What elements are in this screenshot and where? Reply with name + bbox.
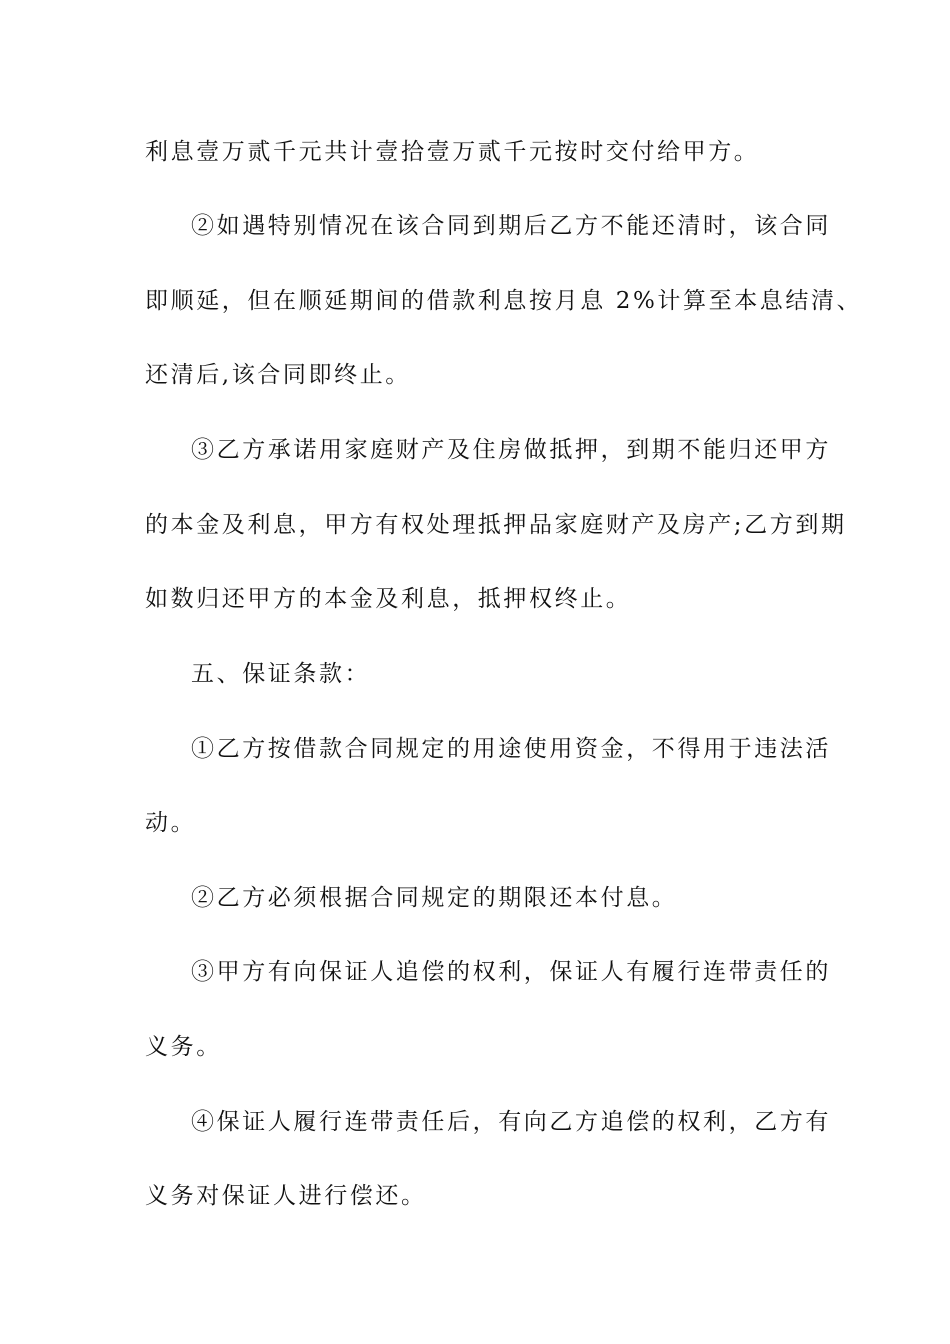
paragraph-line: ②如遇特别情况在该合同到期后乙方不能还清时，该合同 <box>191 213 831 239</box>
paragraph-line: 义务对保证人进行偿还。 <box>145 1183 427 1209</box>
paragraph-line: ②乙方必须根据合同规定的期限还本付息。 <box>191 885 678 911</box>
paragraph-line: 即顺延，但在顺延期间的借款利息按月息 2%计算至本息结清、 <box>145 288 863 314</box>
paragraph-line: 还清后,该合同即终止。 <box>145 362 411 388</box>
paragraph-line: 利息壹万贰千元共计壹拾壹万贰千元按时交付给甲方。 <box>145 139 760 165</box>
paragraph-line: ①乙方按借款合同规定的用途使用资金，不得用于违法活 <box>191 736 831 762</box>
section-heading: 五、保证条款： <box>191 661 371 687</box>
paragraph-line: ④保证人履行连带责任后，有向乙方追偿的权利，乙方有 <box>191 1109 831 1135</box>
paragraph-line: ③甲方有向保证人追偿的权利，保证人有履行连带责任的 <box>191 959 831 985</box>
paragraph-line: 动。 <box>145 810 197 836</box>
paragraph-line: 义务。 <box>145 1034 222 1060</box>
paragraph-line: ③乙方承诺用家庭财产及住房做抵押，到期不能归还甲方 <box>191 437 831 463</box>
paragraph-line: 的本金及利息，甲方有权处理抵押品家庭财产及房产;乙方到期 <box>145 512 847 538</box>
paragraph-line: 如数归还甲方的本金及利息，抵押权终止。 <box>145 586 632 612</box>
